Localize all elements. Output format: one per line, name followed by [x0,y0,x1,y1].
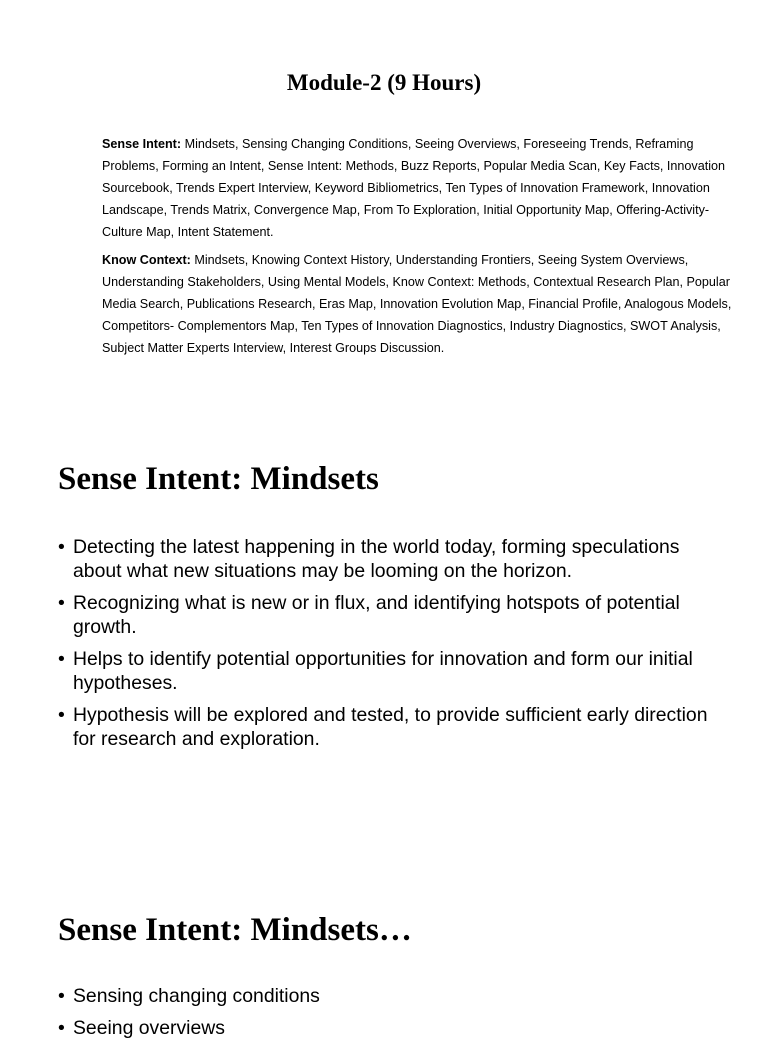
bullet-icon: • [58,704,65,726]
bullet-text: Sensing changing conditions [73,985,320,1007]
syllabus-sense-intent-paragraph [102,133,742,243]
slide2-title: Sense Intent: Mindsets… [58,912,412,948]
module-title: Module-2 (9 Hours) [286,70,482,95]
bullet-text: Recognizing what is new or in flux, and identifying hotspots of potential growth. [73,592,680,638]
know-context-text: Mindsets, Knowing Context History, Understanding Frontiers, Seeing System Overviews, Understanding Stakeholders, Using Mental Models, Know Context: Methods, Contextual Research Plan, Popular Media Search, Publications Research, Eras Map, Innovation Evolution Map, Financial Profile, Analogous Models, Competitors- Complementors Map, Ten Types of Innovation Diagnostics, Industry Diagnostics, SWOT Analysis, Subject Matter Experts Interview, Interest Groups Discussion. [102,253,732,355]
bullet-icon: • [58,648,65,670]
slide2-bullet-list [58,984,718,1048]
slide1-title: Sense Intent: Mindsets [58,461,379,497]
bullet-text: Helps to identify potential opportunities for innovation and form our initial hypotheses. [73,648,693,694]
bullet-text: Hypothesis will be explored and tested, to provide sufficient early direction for research and exploration. [73,704,708,750]
syllabus-know-context-paragraph [102,249,742,359]
sense-intent-text: Mindsets, Sensing Changing Conditions, Seeing Overviews, Foreseeing Trends, Reframing Problems, Forming an Intent, Sense Intent: Methods, Buzz Reports, Popular Media Scan, Key Facts, Innovation Sourcebook, Trends Expert Interview, Keyword Bibliometrics, Ten Types of Innovation Framework, Innovation Landscape, Trends Matrix, Convergence Map, From To Exploration, Initial Opportunity Map, Offering-Activity-Culture Map, Intent Statement. [102,137,726,239]
list-item [58,984,718,1008]
list-item [58,591,718,639]
know-context-lead: Know Context: [102,253,191,267]
slide1-bullet-list [58,535,718,759]
bullet-text: Detecting the latest happening in the world today, forming speculations about what new situations may be looming on the horizon. [73,536,680,582]
list-item [58,703,718,751]
bullet-text: Seeing overviews [73,1017,225,1039]
sense-intent-lead: Sense Intent: [102,137,182,151]
bullet-icon: • [58,536,65,558]
list-item [58,535,718,583]
bullet-icon: • [58,592,65,614]
list-item [58,647,718,695]
bullet-icon: • [58,1017,65,1039]
list-item [58,1016,718,1040]
bullet-icon: • [58,985,65,1007]
